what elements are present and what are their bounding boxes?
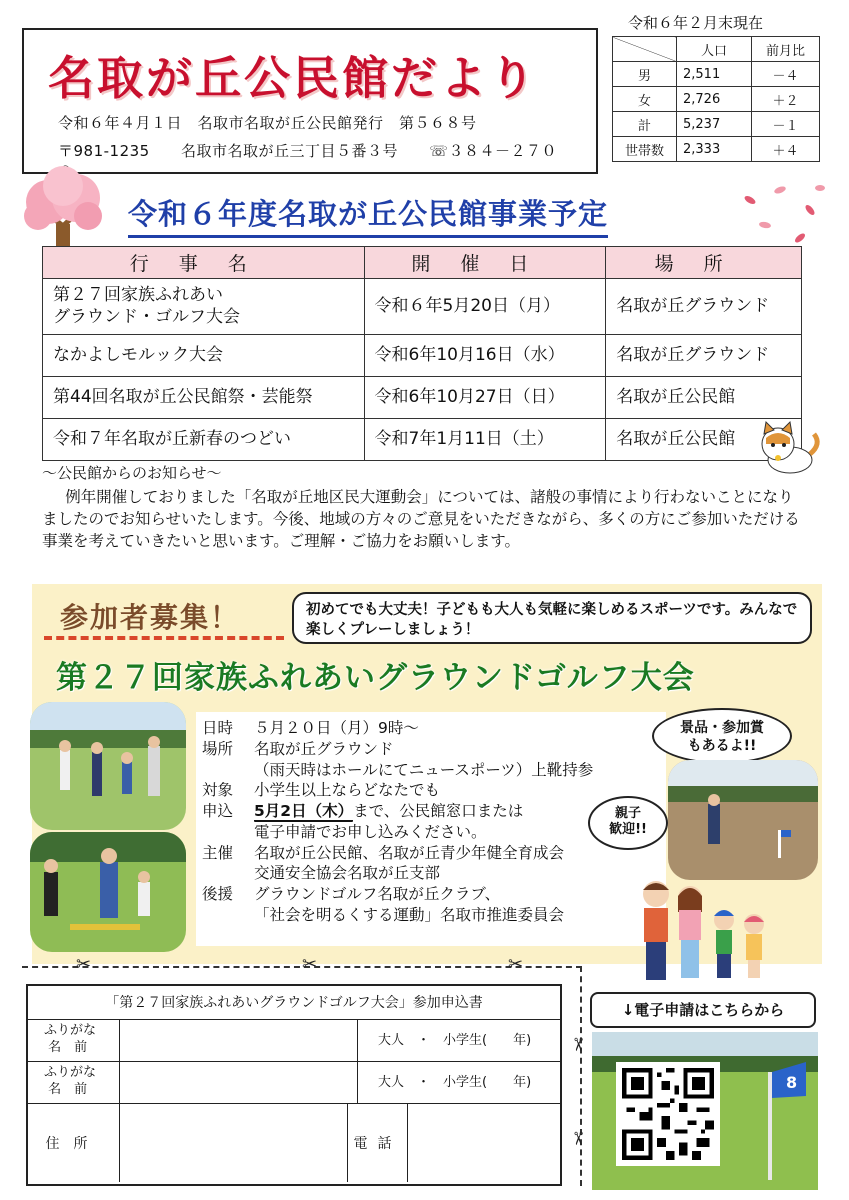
population-table [612, 36, 820, 162]
address-line [58, 140, 596, 182]
flag-number: 8 [786, 1073, 798, 1092]
row-people: 2,511 [677, 62, 752, 87]
header-event-name: 行事名 [43, 247, 365, 279]
table-row [613, 137, 820, 162]
table-row [43, 279, 802, 335]
notice-heading: ～公民館からのお知らせ～ [42, 464, 222, 482]
detail-value: 名取が丘グラウンド [254, 739, 394, 758]
col-people: 人口 [677, 37, 752, 62]
cut-line-vertical [580, 966, 582, 1186]
name-label: ふりがな 名 前 [28, 1062, 120, 1103]
row-label: 計 [613, 112, 677, 137]
scissors-icon: ✂ [567, 1130, 589, 1147]
scissors-icon: ✂ [508, 954, 524, 975]
family-speech-bubble: 親子 歓迎!! [588, 796, 668, 850]
event-date: 令和7年1月11日（土） [364, 419, 606, 461]
notice-body: 例年開催しておりました「名取が丘地区民大運動会」については、諸般の事情により行わないことになりましたのでお知らせいたします。今後、地域の方々のご意見をいただきながら、多くの方にご参加いただける事業を考えていきたいと思います。ご理解・ご協力をお願いします。 [42, 488, 800, 550]
table-row [613, 87, 820, 112]
event-place: 名取が丘公民館 [606, 419, 802, 461]
application-form [26, 984, 562, 1186]
population-caption: 令和６年２月末現在 [628, 14, 764, 32]
detail-value: まで、公民館窓口または [353, 802, 524, 821]
form-row-address [28, 1104, 560, 1182]
detail-value: グラウンドゴルフ名取が丘クラブ、 [254, 885, 501, 904]
detail-value: 名取が丘公民館、名取が丘青少年健全育成会 [254, 843, 565, 862]
category-choice[interactable]: 大人 ・ 小学生( 年) [378, 1075, 532, 1090]
detail-key: 主催 [202, 843, 234, 862]
detail-value: 「社会を明るくする運動」名取市推進委員会 [254, 905, 565, 924]
row-label: 世帯数 [613, 137, 677, 162]
event-name: 令和７年名取が丘新春のつどい [43, 419, 365, 461]
scissors-icon: ✂ [302, 954, 318, 975]
apply-deadline: 5月2日（木） [254, 802, 354, 821]
cat-icon [752, 420, 822, 476]
e-application-heading: ↓電子申請はこちらから [590, 992, 816, 1028]
address-label: 住所 [28, 1104, 120, 1182]
event-place: 名取が丘グラウンド [606, 279, 802, 335]
category-choice[interactable]: 大人 ・ 小学生( 年) [378, 1033, 532, 1048]
detail-key: 後援 [202, 885, 234, 904]
header-box [22, 28, 598, 174]
event-name: 第２７回家族ふれあい グラウンド・ゴルフ大会 [43, 279, 365, 335]
table-row [43, 335, 802, 377]
row-label: 男 [613, 62, 677, 87]
row-people: 2,333 [677, 137, 752, 162]
phone-field[interactable] [408, 1104, 560, 1182]
events-section-title: 令和６年度名取が丘公民館事業予定 [128, 192, 608, 238]
row-label: 女 [613, 87, 677, 112]
row-change: ＋４ [752, 137, 820, 162]
row-change: －４ [752, 62, 820, 87]
golf-photo-players [30, 702, 186, 830]
address-field[interactable] [120, 1104, 348, 1182]
detail-value: 小学生以上ならどなたでも [254, 781, 441, 800]
event-date: 令和6年10月27日（日） [364, 377, 606, 419]
events-table [42, 246, 802, 461]
qr-code-icon[interactable] [616, 1062, 720, 1166]
golf-photo-children [30, 832, 186, 952]
row-people: 5,237 [677, 112, 752, 137]
table-row [613, 112, 820, 137]
phone-label: 電話 [348, 1104, 408, 1182]
name-field[interactable] [120, 1062, 358, 1103]
col-change: 前月比 [752, 37, 820, 62]
issue-line: 令和６年４月１日 名取市名取が丘公民館発行 第５６８号 [58, 114, 477, 132]
form-row-name-1 [28, 1020, 560, 1062]
event-place: 名取が丘グラウンド [606, 335, 802, 377]
row-people: 2,726 [677, 87, 752, 112]
address: 名取市名取が丘三丁目５番３号 [181, 142, 399, 160]
detail-value: 電子申請でお申し込みください。 [254, 822, 487, 841]
name-field[interactable] [120, 1020, 358, 1061]
event-place: 名取が丘公民館 [606, 377, 802, 419]
row-change: ＋２ [752, 87, 820, 112]
detail-value: ５月２０日（月）9時～ [254, 719, 419, 737]
golf-event-title: 第２７回家族ふれあいグラウンドゴルフ大会 [56, 660, 695, 696]
recruit-heading: 参加者募集！ [60, 601, 241, 634]
scissors-icon: ✂ [76, 954, 92, 975]
event-date: 令和6年10月16日（水） [364, 335, 606, 377]
header-event-date: 開催日 [364, 247, 606, 279]
detail-key: 対象 [202, 781, 234, 800]
newsletter-title: 名取が丘公民館だより [48, 51, 538, 105]
event-date: 令和６年5月20日（月） [364, 279, 606, 335]
family-illustration-icon [628, 872, 788, 982]
table-corner [613, 37, 677, 62]
form-row-name-2 [28, 1062, 560, 1104]
recruit-underline [44, 636, 284, 640]
event-name: なかよしモルック大会 [43, 335, 365, 377]
header-event-place: 場所 [606, 247, 802, 279]
detail-key: 申込 [202, 802, 234, 821]
table-row [43, 377, 802, 419]
phone-number: ☏３８４－２７０ [429, 142, 558, 160]
detail-value: （雨天時はホールにてニュースポーツ）上靴持参 [254, 760, 594, 779]
name-label: ふりがな 名 前 [28, 1020, 120, 1061]
golf-photo-putting [668, 760, 818, 880]
prize-speech-bubble: 景品・参加賞 もあるよ!! [652, 708, 792, 764]
table-row [613, 62, 820, 87]
scissors-icon: ✂ [567, 1036, 589, 1053]
detail-key: 日時 [202, 719, 234, 737]
row-change: －１ [752, 112, 820, 137]
form-title: 「第２７回家族ふれあいグラウンドゴルフ大会」参加申込書 [28, 986, 560, 1020]
detail-value: 交通安全協会名取が丘支部 [254, 864, 441, 883]
event-name: 第44回名取が丘公民館祭・芸能祭 [43, 377, 365, 419]
detail-key: 場所 [202, 739, 234, 758]
intro-speech-bubble: 初めてでも大丈夫！子どもも大人も気軽に楽しめるスポーツです。みんなで楽しくプレーしましょう！ [292, 592, 812, 644]
petals-icon [730, 180, 830, 250]
table-row [43, 419, 802, 461]
postal-code: 〒981-1235 [58, 142, 150, 160]
